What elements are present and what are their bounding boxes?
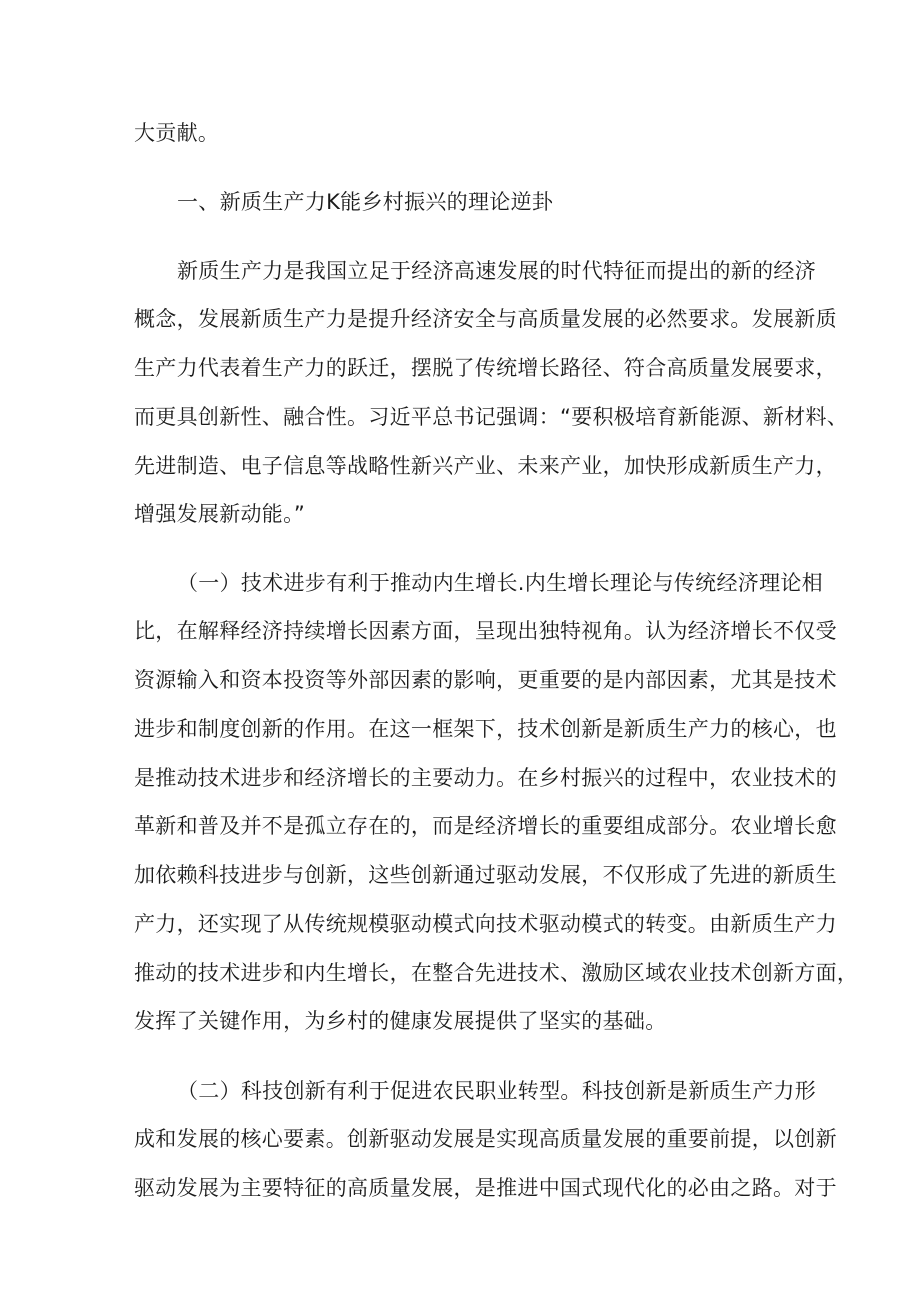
paragraph-line: 先进制造、电子信息等战略性新兴产业、未来产业，加快形成新质生产力， xyxy=(134,454,837,478)
paragraph-line: 驱动发展为主要特征的高质量发展，是推进中国式现代化的必由之路。对于 xyxy=(134,1176,837,1200)
paragraph-line: 成和发展的核心要素。创新驱动发展是实现高质量发展的重要前提，以创新 xyxy=(134,1127,837,1151)
paragraph-line: 革新和普及并不是孤立存在的，而是经济增长的重要组成部分。农业增长愈 xyxy=(134,814,837,838)
paragraph-line: 资源输入和资本投资等外部因素的影响，更重要的是内部因素，尤其是技术 xyxy=(134,668,837,692)
carryover-text: 大贡献。 xyxy=(134,121,220,145)
paragraph-line: 是推动技术进步和经济增长的主要动力。在乡村振兴的过程中，农业技术的 xyxy=(134,766,837,790)
paragraph-line: 推动的技术进步和内生增长，在整合先进技术、激励区域农业技术创新方面， xyxy=(134,961,859,985)
section-heading: 一、新质生产力K能乡村振兴的理论逆卦 xyxy=(177,190,554,214)
paragraph-line: 进步和制度创新的作用。在这一框架下，技术创新是新质生产力的核心，也 xyxy=(134,717,837,741)
paragraph-line: 而更具创新性、融合性。习近平总书记强调：“要积极培育新能源、新材料、 xyxy=(134,405,849,429)
paragraph-line: 增强发展新动能。” xyxy=(134,502,306,526)
paragraph-line: 比，在解释经济持续增长因素方面，呈现出独特视角。认为经济增长不仅受 xyxy=(134,619,837,643)
paragraph-line: 发挥了关键作用，为乡村的健康发展提供了坚实的基础。 xyxy=(134,1009,667,1033)
paragraph-line: （二）科技创新有利于促进农民职业转型。科技创新是新质生产力形 xyxy=(177,1079,816,1103)
paragraph-line: 加依赖科技进步与创新，这些创新通过驱动发展，不仅形成了先进的新质生 xyxy=(134,863,837,887)
paragraph-line: 新质生产力是我国立足于经济高速发展的时代特征而提出的新的经济 xyxy=(177,259,816,283)
paragraph-line: 产力，还实现了从传统规模驱动模式向技术驱动模式的转变。由新质生产力 xyxy=(134,912,837,936)
paragraph-line: 生产力代表着生产力的跃迁，摆脱了传统增长路径、符合高质量发展要求， xyxy=(134,356,837,380)
paragraph-line: （一）技术进步有利于推动内生增长.内生增长理论与传统经济理论相 xyxy=(177,571,823,595)
paragraph-line: 概念，发展新质生产力是提升经济安全与高质量发展的必然要求。发展新质 xyxy=(134,307,837,331)
